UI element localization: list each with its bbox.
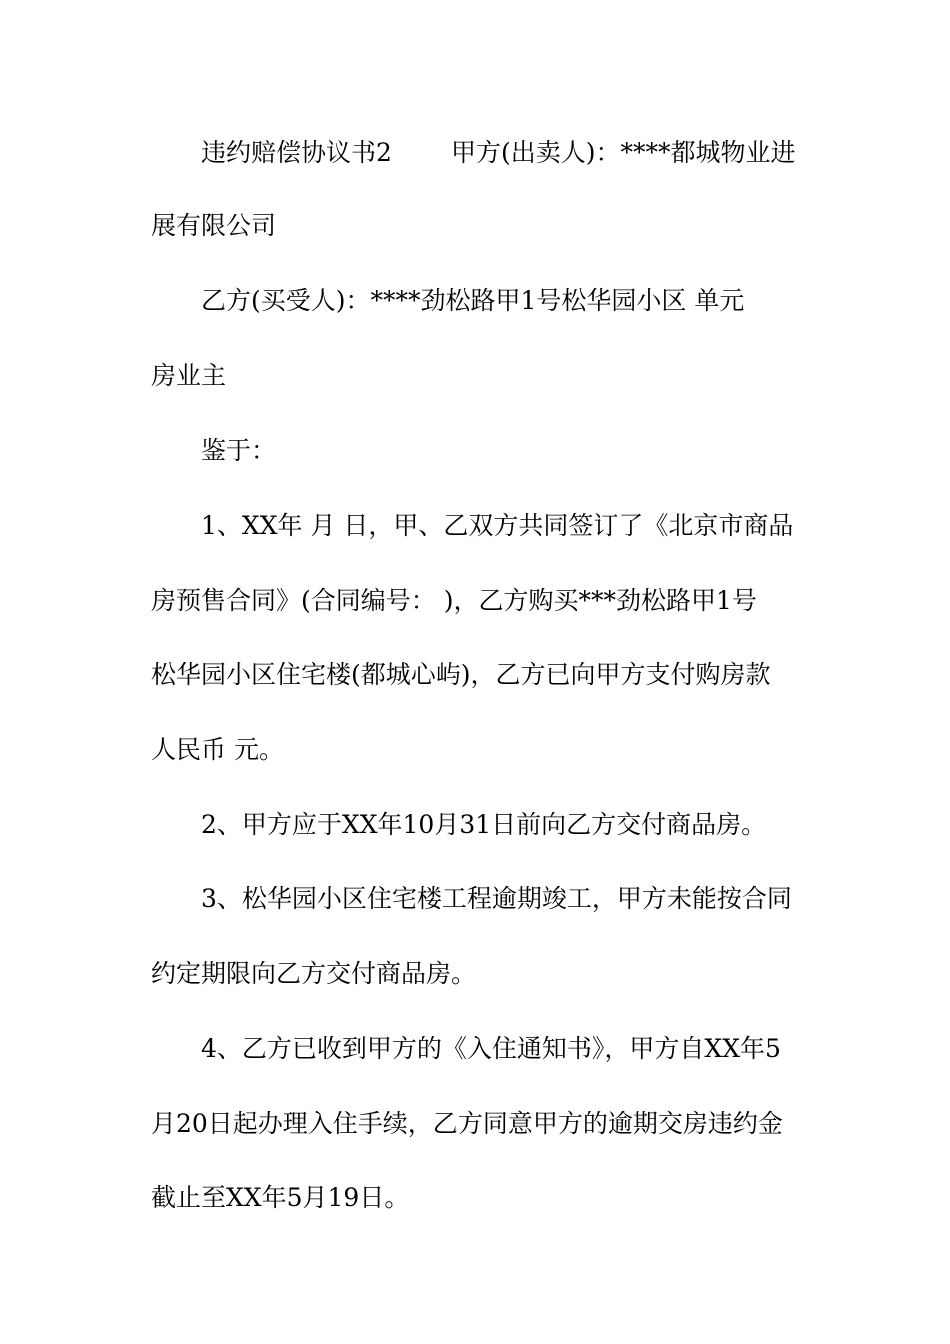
clause-4-line-1: 4、乙方已收到甲方的《入住通知书》，甲方自XX年5 <box>201 1034 781 1063</box>
party-a-line-1: 甲方(出卖人)：****都城物业进 <box>451 138 796 167</box>
document-title: 违约赔偿协议书2 <box>201 138 392 167</box>
clause-3-line-2: 约定期限向乙方交付商品房。 <box>151 959 477 988</box>
party-a-line-2: 展有限公司 <box>151 211 277 240</box>
paragraph-line <box>0 1182 950 1278</box>
clause-2-line-1: 2、甲方应于XX年10月31日前向乙方交付商品房。 <box>201 810 767 839</box>
clause-4-line-2: 月20日起办理入住手续，乙方同意甲方的逾期交房违约金 <box>151 1109 783 1138</box>
clause-1-line-1: 1、XX年 月 日，甲、乙双方共同签订了《北京市商品 <box>201 511 794 540</box>
clause-1-line-2: 房预售合同》(合同编号： )，乙方购买***劲松路甲1号 <box>151 586 757 615</box>
party-b-line-1: 乙方(买受人)：****劲松路甲1号松华园小区 单元 <box>201 286 745 315</box>
whereas-heading: 鉴于： <box>201 436 277 465</box>
clause-3-line-1: 3、松华园小区住宅楼工程逾期竣工，甲方未能按合同 <box>201 884 792 913</box>
party-b-line-2: 房业主 <box>151 361 227 390</box>
clause-1-line-4: 人民币 元。 <box>151 735 284 764</box>
clause-4-line-3: 截止至XX年5月19日。 <box>151 1183 410 1212</box>
clause-1-line-3: 松华园小区住宅楼(都城心屿)，乙方已向甲方支付购房款 <box>151 660 771 689</box>
